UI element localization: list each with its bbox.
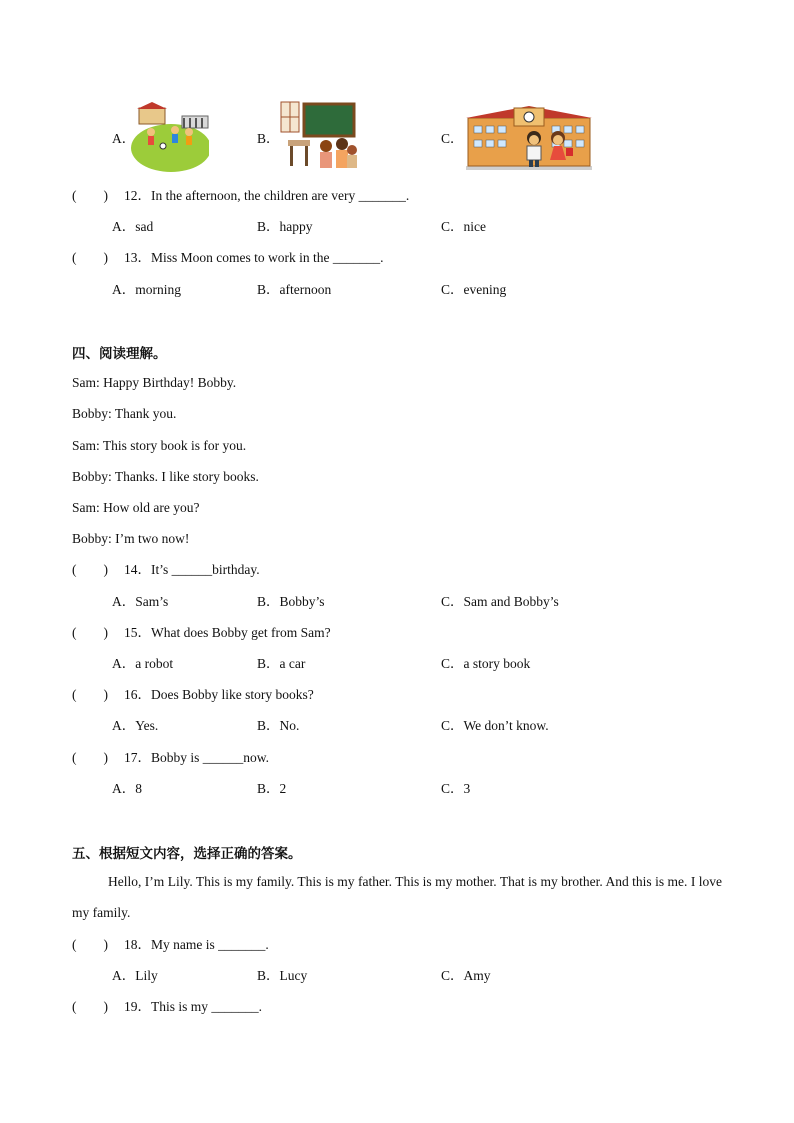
question-text: 15．What does Bobby get from Sam? — [124, 625, 331, 640]
option-letter: B． — [257, 131, 280, 146]
answer-parenthesis[interactable]: ( ) — [72, 750, 108, 765]
question-text: 14．It’s ______birthday. — [124, 562, 260, 577]
question-text: 17．Bobby is ______now. — [124, 750, 270, 765]
section-5-heading: 五、根据短文内容，选择正确的答案。 — [72, 846, 302, 862]
option-letter: A． — [112, 131, 136, 146]
children-playing-on-grass-image — [127, 102, 209, 172]
dialogue-line: Sam: How old are you? — [72, 500, 200, 515]
option-a[interactable]: A．Yes. — [112, 718, 159, 733]
answer-parenthesis[interactable]: ( ) — [72, 937, 108, 952]
dialogue-line: Sam: This story book is for you. — [72, 438, 247, 453]
option-c[interactable]: C．Sam and Bobby’s — [441, 594, 559, 609]
option-a[interactable]: A．morning — [112, 282, 181, 297]
question-text: 12．In the afternoon, the children are very _______. — [124, 188, 410, 203]
option-a[interactable]: A．Sam’s — [112, 594, 169, 609]
option-c[interactable]: C．a story book — [441, 656, 531, 671]
option-c[interactable]: C．nice — [441, 219, 486, 234]
option-b[interactable]: B．Lucy — [257, 968, 308, 983]
dialogue-line: Bobby: I’m two now! — [72, 531, 190, 546]
dialogue-line: Sam: Happy Birthday! Bobby. — [72, 375, 237, 390]
option-c[interactable]: C．Amy — [441, 968, 491, 983]
answer-parenthesis[interactable]: ( ) — [72, 625, 108, 640]
question-text: 19．This is my _______. — [124, 999, 263, 1014]
question-text: 16．Does Bobby like story books? — [124, 687, 314, 702]
question-text: 18．My name is _______. — [124, 937, 269, 952]
option-b[interactable]: B．happy — [257, 219, 313, 234]
option-a[interactable]: A．a robot — [112, 656, 174, 671]
option-b[interactable]: B．Bobby’s — [257, 594, 325, 609]
question-text: 13．Miss Moon comes to work in the _______. — [124, 250, 384, 265]
children-in-front-of-school-image — [466, 104, 592, 170]
option-b[interactable]: B．a car — [257, 656, 306, 671]
reading-passage: Hello, I’m Lily. This is my family. This is my father. This is my mother. That is my brother. And this is me. I love my family. — [72, 874, 722, 920]
option-b[interactable]: B．2 — [257, 781, 287, 796]
answer-parenthesis[interactable]: ( ) — [72, 999, 108, 1014]
option-a[interactable]: A．sad — [112, 219, 154, 234]
option-c[interactable]: C．We don’t know. — [441, 718, 549, 733]
answer-parenthesis[interactable]: ( ) — [72, 250, 108, 265]
option-b[interactable]: B．No. — [257, 718, 300, 733]
answer-parenthesis[interactable]: ( ) — [72, 687, 108, 702]
dialogue-line: Bobby: Thank you. — [72, 406, 177, 421]
teacher-and-students-in-classroom-image — [280, 100, 362, 172]
option-c[interactable]: C．evening — [441, 282, 507, 297]
option-b[interactable]: B．afternoon — [257, 282, 332, 297]
option-letter: C． — [441, 131, 464, 146]
option-a[interactable]: A．Lily — [112, 968, 158, 983]
option-a[interactable]: A．8 — [112, 781, 142, 796]
answer-parenthesis[interactable]: ( ) — [72, 562, 108, 577]
section-4-heading: 四、阅读理解。 — [72, 346, 167, 362]
option-c[interactable]: C．3 — [441, 781, 471, 796]
dialogue-line: Bobby: Thanks. I like story books. — [72, 469, 259, 484]
answer-parenthesis[interactable]: ( ) — [72, 188, 108, 203]
